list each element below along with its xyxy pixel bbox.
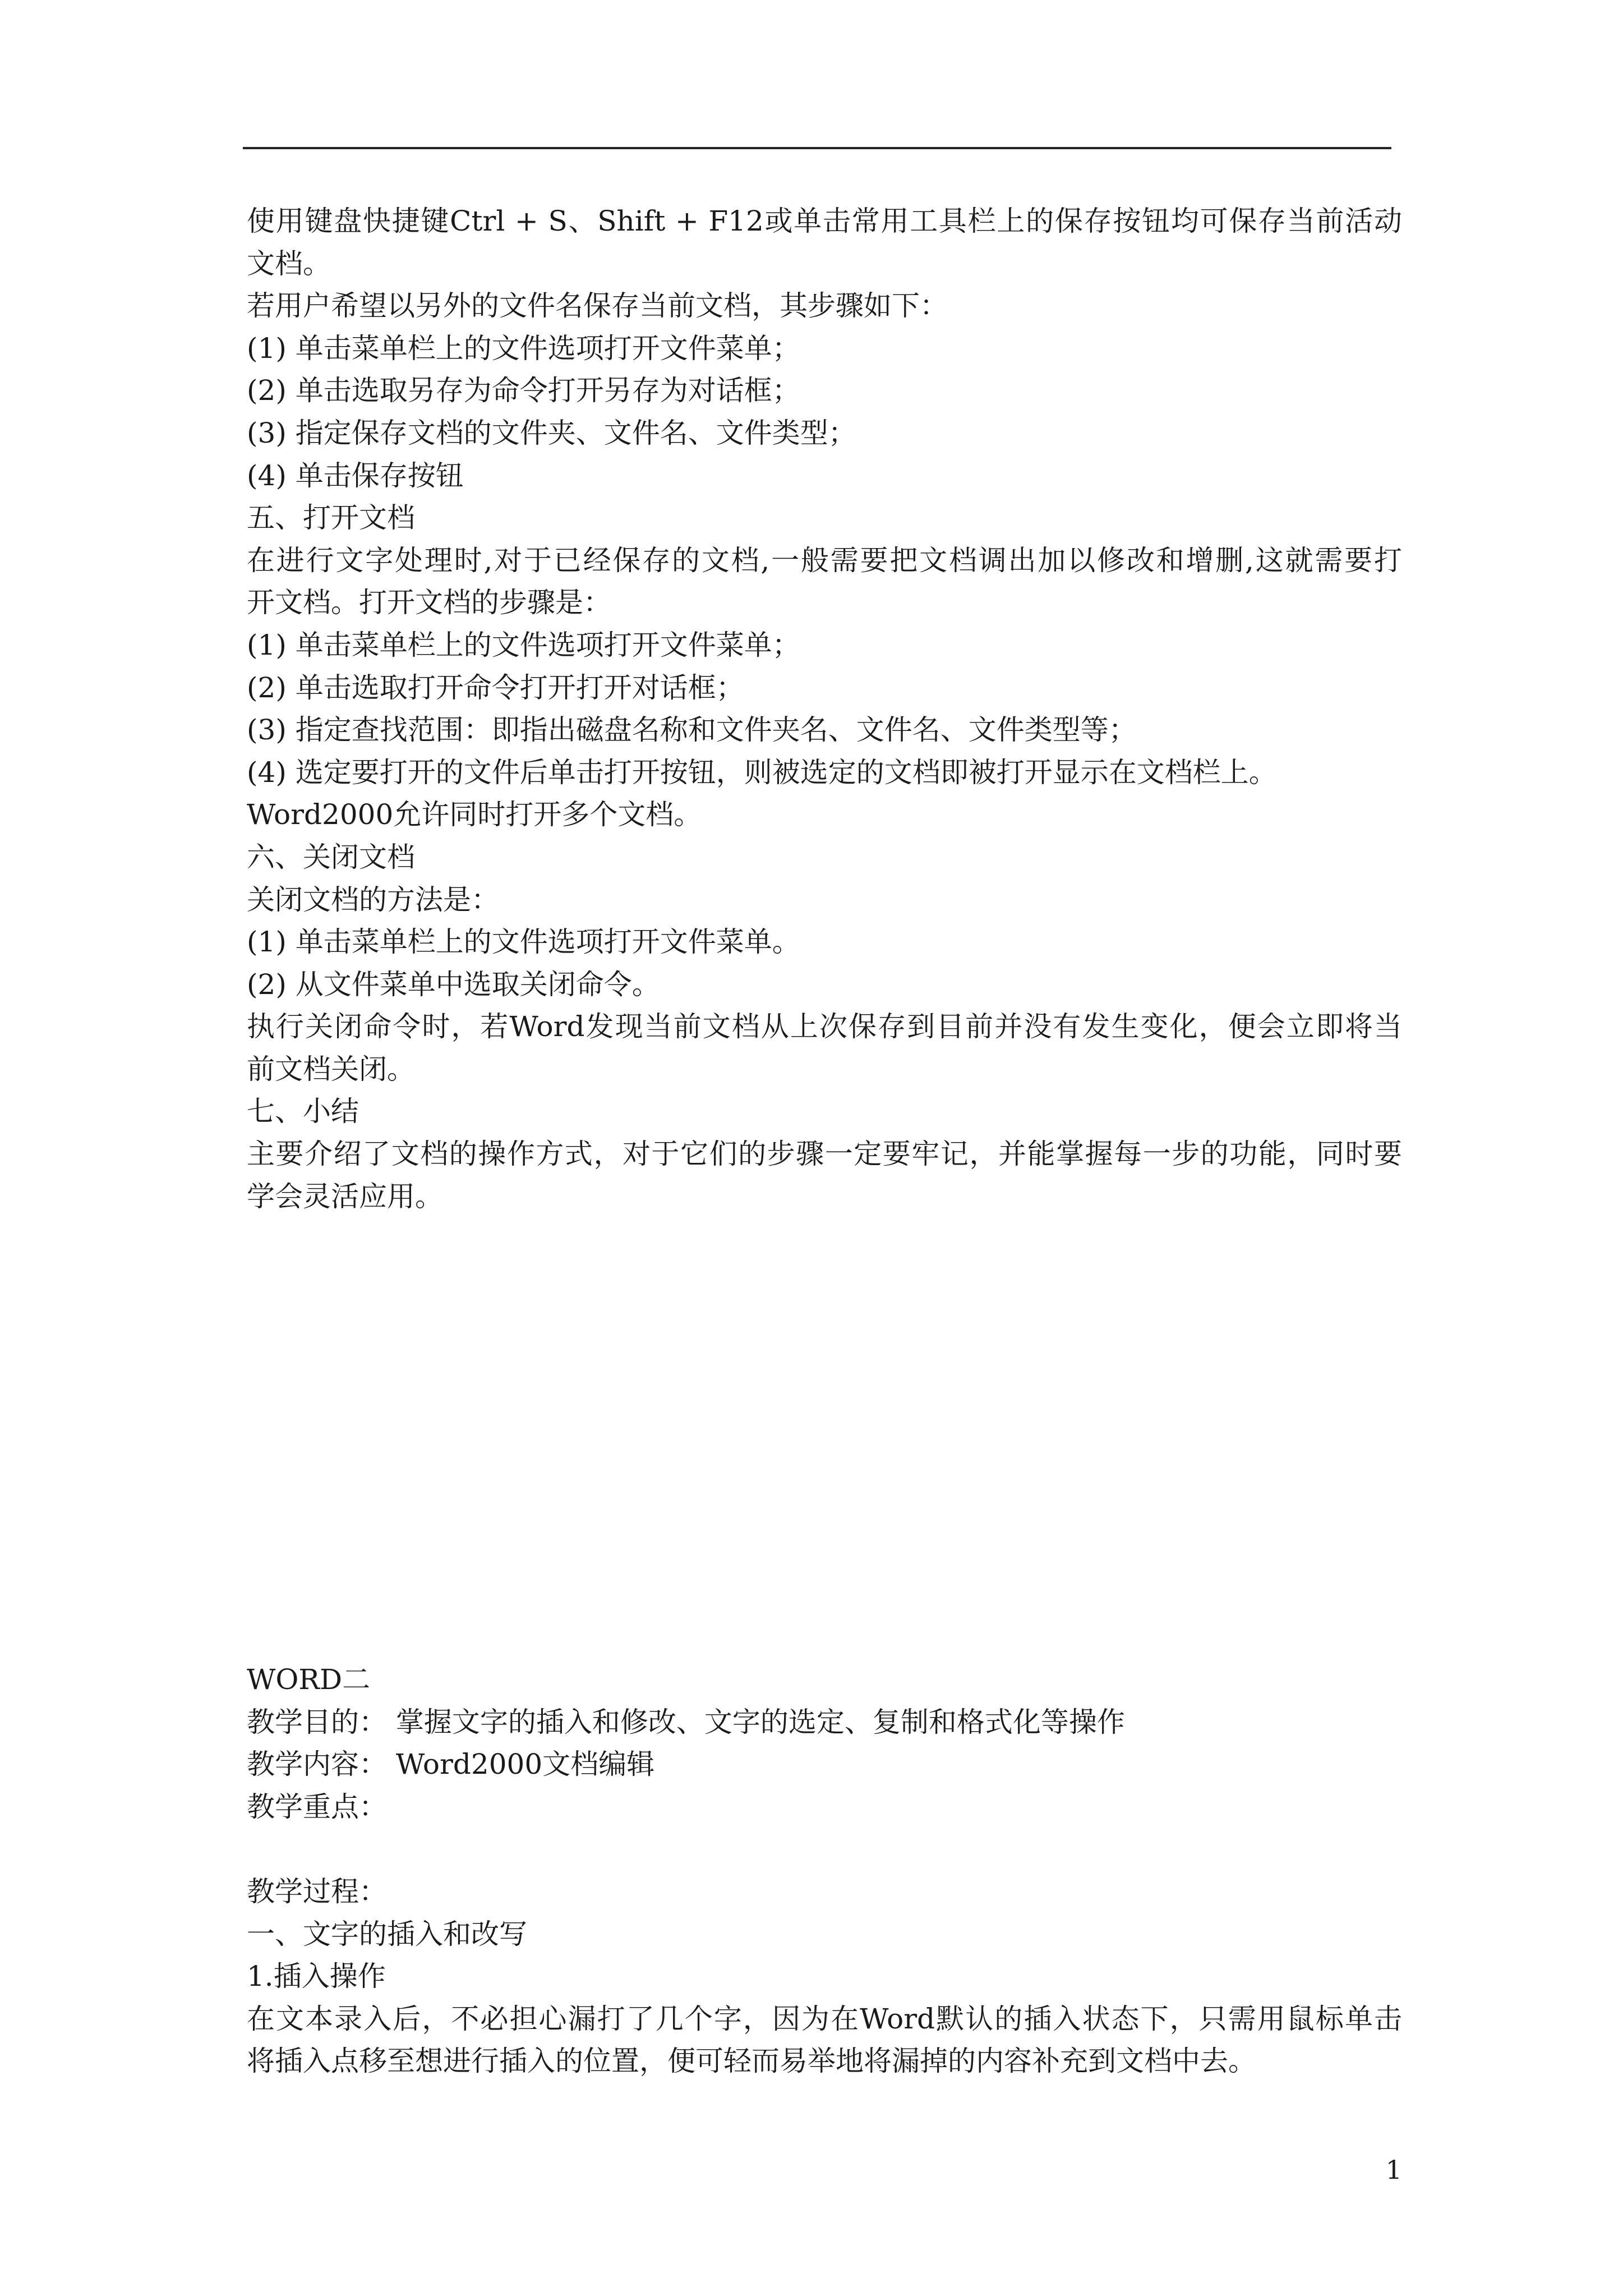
section-heading: 一、文字的插入和改写 xyxy=(247,1917,527,1950)
paragraph-line: 关闭文档的方法是： xyxy=(247,883,499,916)
section-heading: 七、小结 xyxy=(247,1095,359,1128)
paragraph-line: Word2000允许同时打开多个文档。 xyxy=(247,798,702,831)
list-item: (3) 指定查找范围：即指出磁盘名称和文件夹名、文件名、文件类型等； xyxy=(247,714,1137,747)
blank-line xyxy=(247,1828,1402,1871)
paragraph-line: 执行关闭命令时，若Word发现当前文档从上次保存到目前并没有发生变化，便会立即将当 xyxy=(247,1010,1402,1043)
paragraph-line: 前文档关闭。 xyxy=(247,1052,415,1085)
header-rule xyxy=(243,147,1391,149)
lesson-focus: 教学重点： xyxy=(247,1790,387,1823)
section-two xyxy=(247,1659,1402,2083)
paragraph-line: 将插入点移至想进行插入的位置，便可轻而易举地将漏掉的内容补充到文档中去。 xyxy=(247,2045,1256,2078)
paragraph-line: 使用键盘快捷键Ctrl + S、Shift + F12或单击常用工具栏上的保存按钮均可保存当前活动 xyxy=(247,205,1402,237)
list-item: (1) 单击菜单栏上的文件选项打开文件菜单； xyxy=(247,332,800,365)
paragraph-line: 主要介绍了文档的操作方式，对于它们的步骤一定要牢记，并能掌握每一步的功能，同时要 xyxy=(247,1138,1402,1171)
list-item: (4) 选定要打开的文件后单击打开按钮，则被选定的文档即被打开显示在文档栏上。 xyxy=(247,756,1277,789)
page-number: 1 xyxy=(1385,2155,1402,2185)
section-one xyxy=(247,200,1402,1218)
paragraph-line: 学会灵活应用。 xyxy=(247,1180,443,1213)
list-item: (3) 指定保存文档的文件夹、文件名、文件类型； xyxy=(247,416,856,449)
list-item: (2) 单击选取打开命令打开打开对话框； xyxy=(247,671,744,704)
paragraph-line: 在进行文字处理时,对于已经保存的文档,一般需要把文档调出加以修改和增删,这就需要打 xyxy=(247,544,1402,577)
lesson-objective: 教学目的： 掌握文字的插入和修改、文字的选定、复制和格式化等操作 xyxy=(247,1705,1125,1738)
section-heading: 六、关闭文档 xyxy=(247,840,415,873)
list-item: (4) 单击保存按钮 xyxy=(247,459,464,492)
subsection-heading: 1.插入操作 xyxy=(247,1960,386,1993)
list-item: (2) 单击选取另存为命令打开另存为对话框； xyxy=(247,374,800,407)
lesson-process: 教学过程： xyxy=(247,1875,387,1908)
list-item: (1) 单击菜单栏上的文件选项打开文件菜单； xyxy=(247,628,800,661)
lesson-content: 教学内容： Word2000文档编辑 xyxy=(247,1748,655,1781)
list-item: (2) 从文件菜单中选取关闭命令。 xyxy=(247,968,660,1001)
lesson-title: WORD二 xyxy=(247,1663,371,1696)
section-heading: 五、打开文档 xyxy=(247,501,415,535)
paragraph-line: 若用户希望以另外的文件名保存当前文档，其步骤如下： xyxy=(247,289,948,323)
list-item: (1) 单击菜单栏上的文件选项打开文件菜单。 xyxy=(247,926,800,959)
paragraph-line: 在文本录入后，不必担心漏打了几个字，因为在Word默认的插入状态下，只需用鼠标单击 xyxy=(247,2002,1402,2035)
paragraph-line: 文档。 xyxy=(247,247,331,280)
paragraph-line: 开文档。打开文档的步骤是： xyxy=(247,586,611,619)
